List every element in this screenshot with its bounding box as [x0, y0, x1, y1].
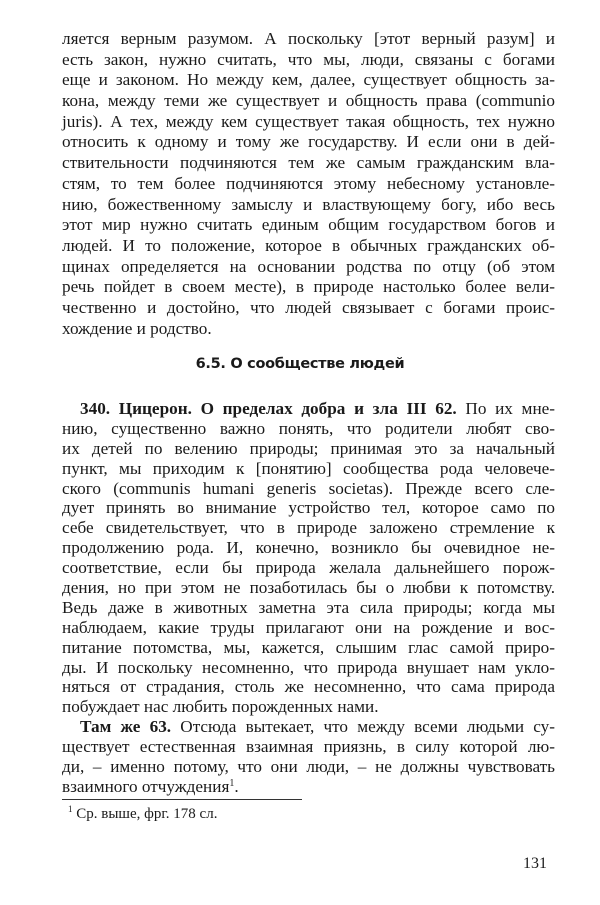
- page-number: 131: [523, 855, 547, 872]
- text-line: хождение и родство.: [62, 318, 212, 338]
- text-line: [62, 717, 555, 737]
- fragment-340: [62, 399, 555, 797]
- text-line: ствительности подчиняются тем же самым гражданским вла-: [62, 153, 555, 173]
- text-line: стям, то тем более подчиняются этому небесному установле-: [62, 173, 555, 193]
- footnote: [68, 806, 217, 823]
- section-heading: 6.5. О сообществе людей: [195, 356, 405, 372]
- text-line: питание потомства, мы, кажется, слышим глас самой приро-: [62, 637, 555, 657]
- text-line: дует принять во внимание устройство тел, которое само по: [62, 498, 555, 518]
- text-line: нию, существенно важно понять, что родители любят сво-: [62, 418, 555, 438]
- text-span: Отсюда вытекает, что между всеми людьми су-: [171, 717, 555, 737]
- text-line: [62, 777, 555, 797]
- text-line: ского (communis humani generis societas). Прежде всего сле-: [62, 478, 555, 498]
- fragment-source: Там же 63.: [80, 717, 172, 737]
- text-line: ди, – именно потому, что они люди, – не должны чувствовать: [62, 757, 555, 777]
- footnote-ref[interactable]: 1: [229, 777, 235, 789]
- text-line: [62, 399, 555, 419]
- text-line: соответствие, если бы природа желала дальнейшего порож-: [62, 558, 555, 578]
- text-line: juris). А тех, между кем существует такая общность, тех нужно: [62, 111, 555, 131]
- text-line: продолжению рода. И, конечно, возникло бы очевидное не-: [62, 538, 555, 558]
- text-line: наблюдаем, какие труды прилагают они на рождение и вос-: [62, 617, 555, 637]
- footnote-marker: 1: [68, 804, 73, 814]
- text-span: .: [234, 776, 239, 796]
- text-line: чественно и достойно, что людей связывает с богами проис-: [62, 297, 555, 317]
- text-span: По их мне-: [456, 399, 555, 418]
- fragment-source: 340. Цицерон. О пределах добра и зла III 62.: [80, 399, 457, 418]
- text-line: относить к одному и тому же государству. И если они в дей-: [62, 132, 555, 152]
- text-line: няться от страдания, столь же несомненно, что сама природа: [62, 677, 555, 697]
- text-line: еще и законом. Но между кем, далее, существует общность за-: [62, 70, 555, 90]
- text-line: побуждает нас любить порожденных нами.: [62, 697, 379, 717]
- footnote-text: Ср. выше, фрг. 178 сл.: [72, 806, 218, 822]
- text-line: щинах определяется на основании родства по отцу (об этом: [62, 256, 555, 276]
- text-line: есть закон, нужно считать, что мы, люди, связаны с богами: [62, 49, 555, 69]
- text-line: Ведь даже в животных заметна эта сила природы; когда мы: [62, 597, 555, 617]
- footnote-divider: [62, 799, 302, 800]
- text-line: их детей по велению природы; принимая это за начальный: [62, 438, 555, 458]
- text-line: дения, но при этом не позаботилась бы о любви к потомству.: [62, 578, 555, 598]
- text-line: ляется верным разумом. А поскольку [этот верный разум] и: [62, 29, 555, 48]
- text-line: этот мир нужно считать единым общим государством богов и: [62, 215, 555, 235]
- paragraph-continued: [62, 29, 555, 339]
- text-line: пункт, мы приходим к [понятию] сообщества рода человече-: [62, 458, 555, 478]
- text-line: ществует естественная взаимная приязнь, в силу которой лю-: [62, 737, 555, 757]
- text-line: себе свидетельствует, что в природе заложено стремление к: [62, 518, 555, 538]
- text-line: нию, божественному замыслу и властвующему богу, ибо весь: [62, 194, 555, 214]
- text-line: речь пойдет в своем месте), в природе настолько более вели-: [62, 277, 555, 297]
- text-line: людей. И то положение, которое в обычных гражданских об-: [62, 235, 555, 255]
- text-span: взаимного отчуждения: [62, 776, 230, 796]
- text-line: кона, между теми же существует и общность права (communio: [62, 91, 555, 111]
- text-line: ды. И поскольку несомненно, что природа внушает нам укло-: [62, 657, 555, 677]
